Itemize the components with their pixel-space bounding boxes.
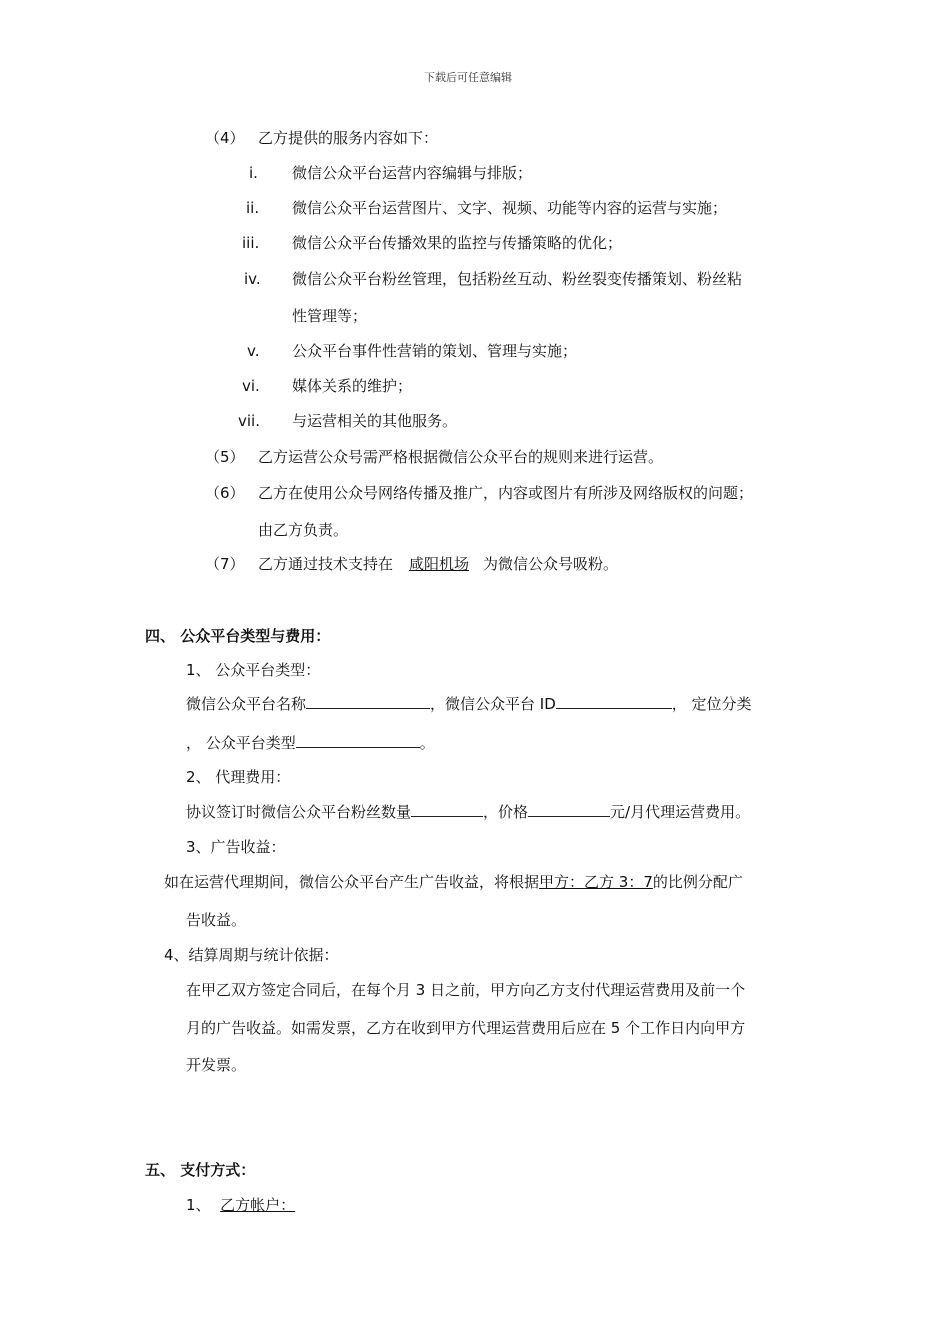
- section5-p1: [186, 1195, 295, 1215]
- subitem-number: ii.: [246, 199, 260, 217]
- section4-p4-line3: 开发票。: [186, 1056, 247, 1074]
- section4-p3-line1: [164, 872, 743, 892]
- subitem-number: iii.: [242, 234, 260, 252]
- subitem-text: 媒体关系的维护；: [292, 377, 413, 395]
- positioning-label: ， 定位分类: [671, 695, 752, 713]
- subitem-number: i.: [249, 164, 258, 182]
- platform-type-label: ， 公众平台类型: [186, 734, 296, 752]
- item-number: （4）: [205, 129, 245, 147]
- period: 。: [419, 734, 435, 752]
- platform-id-label: ，微信公众平台 ID: [430, 695, 556, 713]
- platform-type-blank[interactable]: [296, 733, 420, 748]
- item-number: （5）: [205, 448, 245, 466]
- subitem-text: 公众平台事件性营销的策划、管理与实施；: [292, 342, 578, 360]
- item-number: （7）: [205, 555, 245, 573]
- section4-title: 四、 公众平台类型与费用：: [145, 627, 331, 645]
- section5-title: 五、 支付方式：: [145, 1161, 256, 1179]
- subitem-text: 与运营相关的其他服务。: [292, 412, 458, 430]
- subitem-text: 微信公众平台传播效果的监控与传播策略的优化；: [292, 234, 623, 252]
- location-field: 咸阳机场: [409, 555, 470, 573]
- section4-p4-line1: 在甲乙双方签定合同后，在每个月 3 日之前，甲方向乙方支付代理运营费用及前一个: [186, 981, 746, 999]
- party-b-account: 乙方帐户：: [220, 1196, 296, 1214]
- subitem-number: vi.: [242, 377, 260, 395]
- section4-p1-line2: [186, 733, 435, 753]
- subitem-continuation: 性管理等；: [292, 307, 368, 325]
- section4-p4-title: 4、结算周期与统计依据：: [164, 946, 339, 964]
- page-header: 下载后可任意编辑: [424, 71, 512, 84]
- section4-p3-title: 3、广告收益：: [186, 838, 286, 856]
- item-text: [258, 554, 618, 574]
- subitem-number: vii.: [238, 412, 260, 430]
- item-text: 乙方提供的服务内容如下：: [258, 129, 439, 147]
- item7-suffix: 为微信公众号吸粉。: [483, 555, 619, 573]
- platform-id-blank[interactable]: [556, 694, 672, 709]
- price-unit: 元/月代理运营费用。: [610, 803, 751, 821]
- section4-p1-line1: [186, 694, 752, 714]
- price-blank[interactable]: [528, 802, 610, 817]
- ad-revenue-text: 如在运营代理期间，微信公众平台产生广告收益，将根据: [164, 873, 540, 891]
- section4-p4-line2: 月的广告收益。如需发票，乙方在收到甲方代理运营费用后应在 5 个工作日内向甲方: [186, 1019, 746, 1037]
- ad-revenue-text-end: 的比例分配广: [652, 873, 743, 891]
- item7-prefix: 乙方通过技术支持在: [258, 555, 394, 573]
- fan-count-label: 协议签订时微信公众平台粉丝数量: [186, 803, 412, 821]
- section5-p1-number: 1、: [186, 1196, 211, 1214]
- price-label: ，价格: [483, 803, 529, 821]
- section4-p3-line2: 告收益。: [186, 911, 247, 929]
- subitem-text: 微信公众平台运营内容编辑与排版；: [292, 164, 533, 182]
- fan-count-blank[interactable]: [411, 802, 483, 817]
- platform-name-label: 微信公众平台名称: [186, 695, 307, 713]
- subitem-text: 微信公众平台粉丝管理，包括粉丝互动、粉丝裂变传播策划、粉丝粘: [292, 270, 743, 288]
- item-continuation: 由乙方负责。: [258, 521, 349, 539]
- section4-p2-title: 2、 代理费用：: [186, 768, 291, 786]
- subitem-text: 微信公众平台运营图片、文字、视频、功能等内容的运营与实施；: [292, 199, 728, 217]
- section4-p1-title: 1、 公众平台类型：: [186, 661, 321, 679]
- platform-name-blank[interactable]: [306, 694, 430, 709]
- item-text: 乙方运营公众号需严格根据微信公众平台的规则来进行运营。: [258, 448, 664, 466]
- subitem-number: v.: [247, 342, 260, 360]
- revenue-ratio: 甲方：乙方 3：7: [539, 873, 653, 891]
- subitem-number: iv.: [244, 270, 261, 288]
- section4-p2-line: [186, 802, 750, 822]
- item-text: 乙方在使用公众号网络传播及推广，内容或图片有所涉及网络版权的问题；: [258, 484, 754, 502]
- item-number: （6）: [205, 484, 245, 502]
